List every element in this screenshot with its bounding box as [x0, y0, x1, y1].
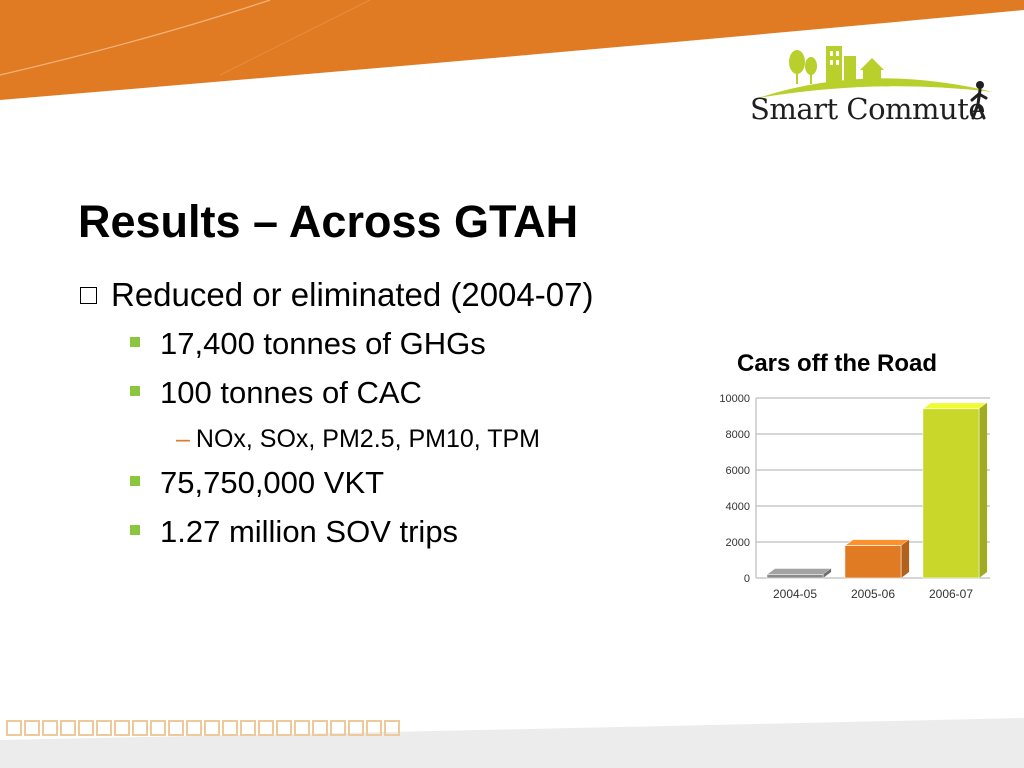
bullet-main-text: Reduced or eliminated (2004-07) [111, 276, 594, 313]
bullet-item [130, 326, 486, 362]
bar [923, 409, 979, 578]
sub-bullet-item [176, 425, 540, 454]
bar-top [923, 403, 987, 409]
x-tick-label: 2005-06 [850, 587, 896, 601]
footer-box-icon [204, 720, 220, 736]
footer-box-icon [114, 720, 130, 736]
building-icon [826, 46, 856, 84]
bar-side [979, 403, 987, 578]
logo-wordmark: Smart Commute [750, 92, 986, 126]
walking-person-icon [970, 80, 990, 124]
footer-box-icon [222, 720, 238, 736]
footer-box-icon [258, 720, 274, 736]
footer-box-icon [366, 720, 382, 736]
bar-top [767, 568, 831, 574]
bullet-item-text: 100 tonnes of CAC [160, 375, 422, 410]
bar [767, 574, 823, 578]
y-tick-label: 0 [743, 573, 750, 585]
footer-box-icon [6, 720, 22, 736]
footer-box-icon [168, 720, 184, 736]
bullet-item [130, 514, 458, 550]
dash-bullet-icon: – [176, 425, 190, 453]
footer-box-icon [42, 720, 58, 736]
bar-side [901, 540, 909, 578]
footer-box-icon [186, 720, 202, 736]
bullet-item-text: 1.27 million SOV trips [160, 514, 459, 549]
green-square-bullet-icon [130, 386, 140, 396]
smart-commute-logo [748, 40, 1010, 130]
y-tick-label: 6000 [725, 465, 750, 477]
footer-box-icon [384, 720, 400, 736]
x-tick-label: 2006-07 [928, 587, 974, 601]
footer-box-icon [348, 720, 364, 736]
green-square-bullet-icon [130, 476, 140, 486]
bar-top [845, 540, 909, 546]
footer-box-icon [96, 720, 112, 736]
y-tick-label: 2000 [725, 537, 750, 549]
y-tick-label: 8000 [725, 429, 750, 441]
footer-box-icon [132, 720, 148, 736]
footer-box-icon [78, 720, 94, 736]
footer-box-icon [60, 720, 76, 736]
bullet-main [80, 276, 593, 314]
bullet-item [130, 465, 384, 501]
footer-box-row [6, 720, 400, 736]
bullet-item-text: 17,400 tonnes of GHGs [160, 326, 486, 361]
chart-title: Cars off the Road [737, 350, 938, 377]
footer-box-icon [276, 720, 292, 736]
green-square-bullet-icon [130, 337, 140, 347]
tree-icon [789, 50, 817, 84]
bar [845, 546, 901, 578]
footer-box-icon [240, 720, 256, 736]
bullet-item-text: 75,750,000 VKT [160, 465, 385, 500]
sub-bullet-text: NOx, SOx, PM2.5, PM10, TPM [195, 425, 540, 453]
hollow-square-bullet-icon [80, 287, 97, 304]
footer-box-icon [330, 720, 346, 736]
footer-box-icon [312, 720, 328, 736]
footer-box-icon [150, 720, 166, 736]
x-tick-label: 2004-05 [772, 587, 818, 601]
footer-box-icon [24, 720, 40, 736]
y-tick-label: 10000 [719, 393, 750, 405]
footer-box-icon [294, 720, 310, 736]
green-square-bullet-icon [130, 525, 140, 535]
y-tick-label: 4000 [725, 501, 750, 513]
bullet-item [130, 375, 422, 411]
slide-title: Results – Across GTAH [78, 196, 579, 247]
cars-off-road-chart [700, 385, 1000, 610]
